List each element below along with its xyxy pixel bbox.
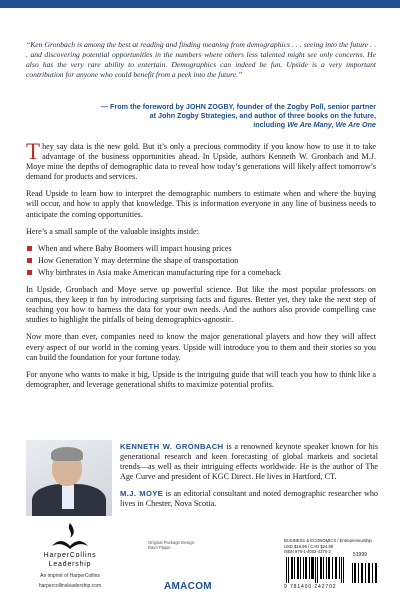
author-bios: [120, 442, 378, 517]
attribution-prefix: including: [253, 120, 288, 130]
publisher-logo-text: [10, 552, 130, 569]
attribution-line-1: — From the foreword by JOHN ZOGBY, founder of the Zogby Poll, senior partner: [100, 102, 376, 111]
bullet-icon: [27, 258, 32, 263]
photo-hair: [51, 447, 83, 461]
bisac-category: BUSINESS & ECONOMICS / Entrepreneurship: [284, 538, 372, 543]
author-bio-text: is a renowned keynote speaker known for his generational research and keen forecasting of global markets and societal trends—as well as their intriguing effects worldwide. He is the author of The Age Curve and president of KGC Direct. He lives in Hartford, CT.: [120, 442, 378, 482]
paragraph-read-upside: Read Upside to learn how to interpret the demographic numbers to estimate when and where the buying will occur, and how to apply that knowledge. This is information everyone in any line of business needs to anticipate the coming opportunities.: [26, 189, 376, 219]
paragraph-intro-text: hey say data is the new gold. But it’s only a precious commodity if you know how to use it to take advantage of the business opportunities ahead. In Upside, authors Kenneth W. Gronbach and M.J. Moye mine the depths of demographic data to reveal how today’s generations will likely affect tomorrow’s demand for products and services.: [26, 142, 376, 182]
list-item-text: Why birthrates in Asia make American manufacturing ripe for a comeback: [38, 267, 281, 277]
publisher-division: Leadership: [48, 560, 92, 568]
list-item: [26, 244, 376, 254]
author-photo: [26, 440, 112, 516]
bio-moye: [120, 489, 378, 509]
barcode-block: [284, 538, 380, 592]
price-label: USD $19.99 / CAD $24.99: [284, 544, 334, 549]
quote-attribution: [60, 102, 376, 130]
publisher-imprint: An imprint of HarperCollins: [40, 573, 100, 579]
list-item: [26, 268, 376, 278]
paragraph-closing: For anyone who wants to make it big, Upside is the intriguing guide that will teach you how to think like a demographer, and leverage generational shifts to maximize potential profits.: [26, 369, 376, 389]
photo-shirt: [62, 485, 74, 509]
list-item-text: When and where Baby Boomers will impact housing prices: [38, 243, 232, 253]
paragraph-sample: Here’s a small sample of the valuable insights inside:: [26, 226, 199, 236]
publisher-name: HarperCollins: [43, 552, 97, 559]
barcode-icon: [284, 557, 380, 583]
foreword-quote: “Ken Gronbach is among the best at reading and finding meaning from demographics . . . seeing into the future . . . and discovering potential opportunities in the numbers where others less talented might see only concerns. He also has the very rare ability to entertain. Demographics can indeed be fun. Upside is a very important contribution for anyone who could benefit from a peek into the future.”: [26, 40, 376, 79]
paragraph-intro: [26, 139, 376, 182]
publisher-url: harpercollinsleadership.com: [38, 583, 102, 589]
bullet-icon: [27, 270, 32, 275]
bio-gronbach: [120, 442, 378, 482]
insights-list: [26, 244, 376, 278]
drop-cap: T: [26, 139, 41, 164]
harpercollins-fire-water-logo: [30, 520, 110, 550]
top-color-band: [0, 0, 400, 8]
barcode-digits: 9 781400 242702: [284, 584, 337, 590]
design-credit: [148, 540, 208, 550]
list-item: [26, 256, 376, 266]
author-name: M.J. MOYE: [120, 489, 164, 499]
paragraph-science: In Upside, Gronbach and Moye serve up powerful science. But like the most popular professors on campus, they keep it fun by introducing surprising facts and figures. Better yet, they take the next step of teaching you how to harness the data for your own needs. And the authors also provide compelling case studies to highlight the pitfalls of being demographics-agnostic.: [26, 285, 376, 325]
cover-description: [26, 139, 376, 397]
author-bio-text: is an editorial consultant and noted demographic researcher who lives in Chester, Nova Scotia.: [120, 489, 378, 509]
author-name: KENNETH W. GRONBACH: [120, 442, 224, 451]
attribution-book-title: We Are Many, We Are One: [287, 120, 376, 130]
paragraph-now-more: Now more than ever, companies need to know the major generational players and how they will affect every aspect of our world in the coming years. Upside will introduce you to them and their stories so you can build the foundation for your fortune today.: [26, 332, 376, 362]
price-addon-code: 51999: [353, 552, 367, 558]
attribution-line-3: [60, 120, 376, 129]
amacom-logo: AMACOM: [164, 581, 212, 592]
attribution-line-2: at John Zogby Strategies, and author of three books on the future,: [149, 111, 376, 121]
list-item-text: How Generation Y may determine the shape of transportation: [38, 255, 239, 265]
isbn-label: ISBN 978-1-4002-4270-2: [284, 549, 331, 554]
bullet-icon: [27, 246, 32, 251]
design-credit-line-2: Ravn Pippin: [148, 545, 171, 551]
design-credit-line-1: Original Package Design:: [148, 540, 196, 545]
